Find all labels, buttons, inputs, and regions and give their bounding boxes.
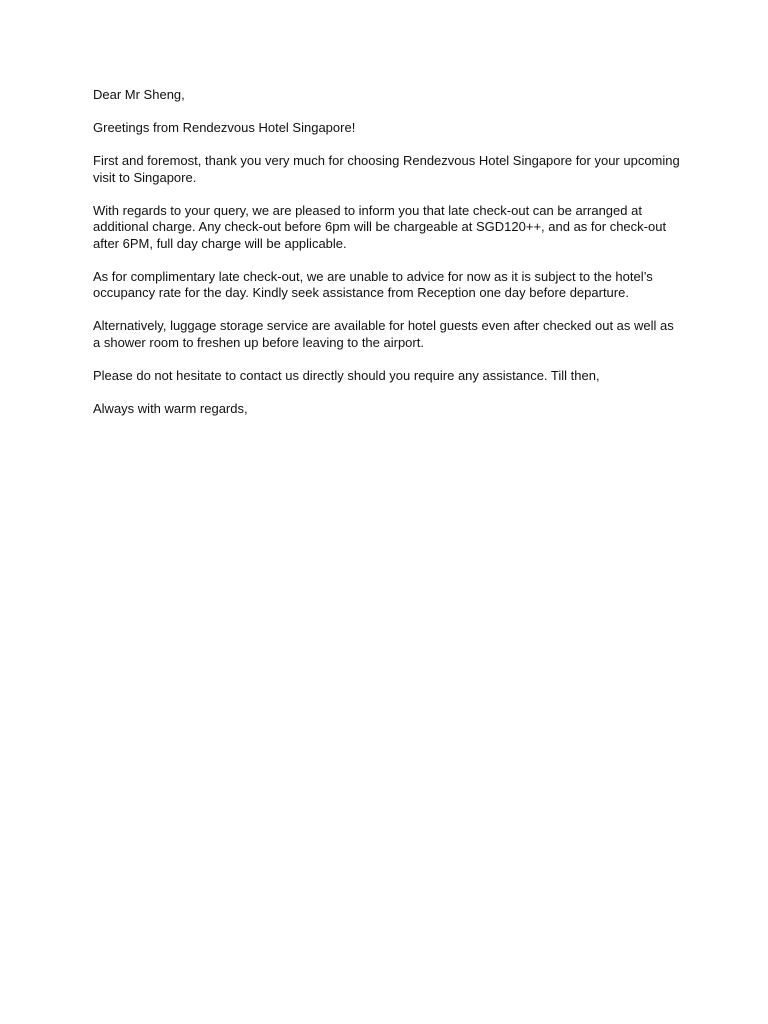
letter-salutation: Dear Mr Sheng, <box>93 87 185 102</box>
letter-paragraph-contact: Please do not hesitate to contact us directly should you require any assistance. Till then, <box>93 367 600 383</box>
letter-body <box>93 87 683 434</box>
letter-paragraph-thanks: First and foremost, thank you very much for choosing Rendezvous Hotel Singapore for your upcoming visit to Singapore. <box>93 153 680 185</box>
letter-paragraph-complimentary: As for complimentary late check-out, we are unable to advice for now as it is subject to the hotel’s occupancy rate for the day. Kindly seek assistance from Reception one day before departure. <box>93 268 653 300</box>
letter-paragraph-luggage: Alternatively, luggage storage service are available for hotel guests even after checked out as well as a shower room to freshen up before leaving to the airport. <box>93 318 674 350</box>
letter-paragraph-greeting: Greetings from Rendezvous Hotel Singapore! <box>93 120 356 135</box>
letter-closing: Always with warm regards, <box>93 400 248 416</box>
letter-paragraph-late-checkout: With regards to your query, we are pleased to inform you that late check-out can be arranged at additional charge. Any check-out before 6pm will be chargeable at SGD120++, and as for check-out after 6PM, full day charge will be applicable. <box>93 202 667 251</box>
